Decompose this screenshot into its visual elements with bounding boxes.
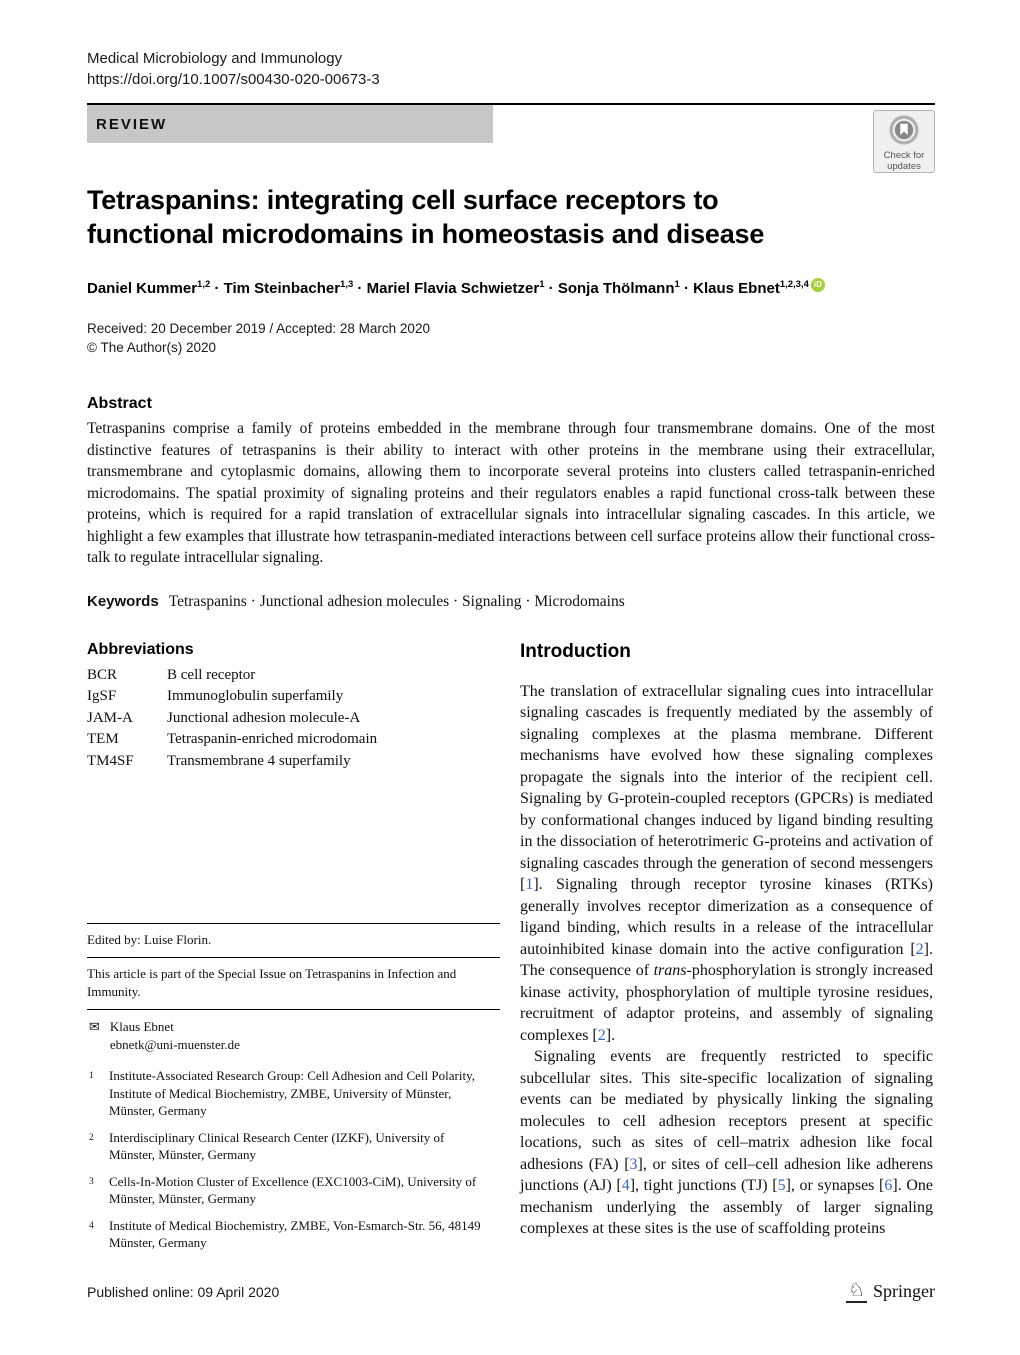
springer-knight-icon: ♘	[847, 1279, 865, 1301]
affiliations-list	[87, 1063, 500, 1252]
abstract-text: Tetraspanins comprise a family of proteins embedded in the membrane through four transmembrane domains. One of the most distinctive features of tetraspanins is their ability to interact with other proteins in the membrane using their extracellular, transmembrane and cytoplasmic domains, allowing them to incorporate several proteins into clusters called tetraspanin-enriched microdomains. The spatial proximity of signaling proteins and their regulators enables a rapid functional cross-talk between these proteins, which is required for a rapid translation of extracellular signals into intracellular signaling cascades. In this article, we highlight a few examples that illustrate how tetraspanin-mediated interactions between cell surface proteins allow their functional cross-talk to regulate intracellular signaling.	[87, 420, 935, 566]
author-affiliation-sup: 1	[539, 279, 545, 290]
orcid-icon[interactable]: iD	[811, 278, 825, 292]
author-name: Tim Steinbacher	[223, 280, 341, 297]
text-segment: ]. One mechanism underlying the assembly of larger signaling complexes at these sites is the use of scaffolding proteins	[520, 1177, 934, 1237]
page-title: Tetraspanins: integrating cell surface receptors to functional microdomains in homeostasis and disease	[87, 185, 765, 249]
affiliation-item	[87, 1173, 500, 1208]
correspondence-block	[87, 1010, 500, 1063]
affiliation-text: Cells-In-Motion Cluster of Excellence (EXC1003-CiM), University of Münster, Münster, Germany	[109, 1173, 477, 1206]
abbreviation-row	[87, 686, 500, 708]
abbreviation-row	[87, 751, 500, 773]
citation-link[interactable]: 2	[597, 1026, 606, 1044]
publisher-name: Springer	[873, 1281, 935, 1301]
abbreviation-definition: Immunoglobulin superfamily	[167, 688, 344, 704]
publisher-logo	[846, 1281, 935, 1303]
authors-line	[87, 278, 935, 297]
affiliation-text: Interdisciplinary Clinical Research Center (IZKF), University of Münster, Münster, Germany	[109, 1129, 445, 1162]
copyright-line: © The Author(s) 2020	[87, 340, 217, 355]
citation-link[interactable]: 3	[629, 1155, 638, 1173]
citation-link[interactable]: 4	[621, 1177, 630, 1194]
affiliation-text: Institute-Associated Research Group: Cell Adhesion and Cell Polarity, Institute of Medical Biochemistry, ZMBE, University of Münster, Münster, Germany	[109, 1068, 475, 1118]
abbreviation-definition: Junctional adhesion molecule-A	[167, 709, 361, 726]
citation-link[interactable]: 6	[884, 1177, 893, 1194]
author-affiliation-sup: 1,2	[197, 279, 211, 290]
abbreviations-heading: Abbreviations	[87, 640, 194, 658]
text-segment: The translation of extracellular signaling cues into intracellular signaling cascades is frequently mediated by the assembly of signaling complexes at the plasma membrane. Different mechanisms have evolved how these signaling complexes propagate the signals into the interior of the recipient cell. Signaling by G-protein-coupled receptors (GPCRs) is mediated by conformational changes induced by ligand binding resulting in the dissociation of heterotrimeric G-proteins and activation of signaling cascades through the generation of second messengers [	[520, 682, 933, 893]
edited-by-note: Edited by: Luise Florin.	[87, 931, 212, 947]
keywords-text: Tetraspanins · Junctional adhesion molecules · Signaling · Microdomains	[168, 592, 625, 610]
right-column	[520, 641, 933, 1261]
correspondence-email[interactable]: ebnetk@uni-muenster.de	[109, 1036, 240, 1052]
abbreviation-term: TEM	[87, 731, 119, 747]
envelope-icon: ✉	[89, 1019, 100, 1034]
affiliation-item	[87, 1217, 500, 1252]
author	[224, 280, 367, 297]
affiliation-text: Institute of Medical Biochemistry, ZMBE, Von-Esmarch-Str. 56, 48149 Münster, Germany	[109, 1217, 481, 1250]
introduction-heading: Introduction	[520, 640, 631, 662]
published-online: Published online: 09 April 2020	[87, 1283, 280, 1300]
text-segment: ], tight junctions (TJ) [	[629, 1177, 778, 1194]
author-name: Klaus Ebnet	[693, 280, 780, 297]
abbreviation-definition: Tetraspanin-enriched microdomain	[167, 731, 378, 747]
introduction-paragraph-1	[520, 681, 933, 1047]
affiliation-number: 2	[89, 1132, 94, 1143]
text-segment: -phosphorylation is strongly increased kinase activity, phosphorylation of multiple tyrosine residues, recruitment of adaptor proteins, and assembly of signaling complexes [	[520, 962, 934, 1044]
check-updates-icon	[889, 115, 919, 150]
affiliation-item	[87, 1129, 500, 1164]
author-affiliation-sup: 1,2,3,4	[779, 279, 809, 290]
italic-text: trans	[653, 962, 687, 979]
check-for-updates-badge[interactable]	[873, 110, 935, 173]
text-segment: ], or synapses [	[785, 1177, 885, 1194]
received-accepted: Received: 20 December 2019 / Accepted: 28 March 2020	[87, 321, 430, 336]
author-name: Daniel Kummer	[87, 280, 198, 297]
affiliation-item	[87, 1067, 500, 1120]
abbreviation-term: BCR	[87, 666, 118, 683]
footnotes	[87, 923, 500, 1261]
author-affiliation-sup: 1	[674, 279, 680, 290]
text-segment: ].	[605, 1026, 616, 1044]
abbreviation-row	[87, 729, 500, 751]
abbreviation-term: IgSF	[87, 688, 117, 704]
affiliation-number: 3	[89, 1176, 94, 1187]
page-footer	[87, 1281, 935, 1303]
abbreviation-definition: Transmembrane 4 superfamily	[167, 752, 351, 769]
author-name: Mariel Flavia Schwietzer	[366, 280, 540, 297]
article-type-banner	[87, 105, 493, 143]
text-segment: ]. Signaling through receptor tyrosine kinases (RTKs) generally involves receptor dimerization as a consequence of ligand binding, which results in a release of the intracellular autoinhibited kinase domain into the active configuration [	[520, 876, 933, 958]
abbreviations-list	[87, 665, 500, 773]
citation-link[interactable]: 2	[915, 940, 924, 958]
author-name: Sonja Thölmann	[557, 280, 675, 297]
text-segment: Signaling events are frequently restricted to specific subcellular sites. This site-specific localization of signaling events can be mediated by physically linking the signaling molecules to cell adhesion receptors present at specific locations, such as sites of cell–matrix adhesion like focal adhesions (FA) [	[520, 1048, 933, 1173]
citation-link[interactable]: 5	[777, 1177, 786, 1194]
two-column-body	[87, 641, 935, 1261]
author-affiliation-sup: 1,3	[340, 279, 354, 290]
author	[693, 280, 809, 297]
left-column	[87, 641, 500, 1261]
abbreviation-row	[87, 708, 500, 730]
abstract-heading: Abstract	[87, 395, 152, 412]
citation-link[interactable]: 1	[525, 876, 534, 893]
text-segment: ], or sites of cell–cell adhesion like adherens junctions (AJ) [	[520, 1155, 933, 1194]
abbreviation-definition: B cell receptor	[167, 666, 256, 683]
text-segment: ]. The consequence of	[520, 940, 933, 979]
article-type-label: REVIEW	[96, 115, 168, 133]
special-issue-note: This article is part of the Special Issue on Tetraspanins in Infection and Immunity.	[87, 966, 457, 999]
banner-row	[87, 105, 935, 172]
keywords-line	[87, 593, 935, 611]
abbreviation-term: TM4SF	[87, 752, 134, 769]
affiliation-number: 4	[89, 1220, 94, 1231]
introduction-paragraph-2	[520, 1046, 933, 1240]
author-list	[87, 280, 809, 297]
abbreviation-term: JAM-A	[87, 709, 133, 726]
keywords-label: Keywords	[87, 592, 159, 610]
journal-name: Medical Microbiology and Immunology	[87, 50, 343, 67]
abbreviation-row	[87, 665, 500, 687]
correspondence-name: Klaus Ebnet	[109, 1019, 174, 1034]
check-updates-text-line2: updates	[887, 161, 921, 172]
author	[558, 280, 693, 297]
author	[87, 280, 224, 297]
author	[367, 280, 558, 297]
affiliation-number: 1	[89, 1071, 94, 1081]
check-updates-text-line1: Check for	[883, 150, 925, 161]
doi-link[interactable]: https://doi.org/10.1007/s00430-020-00673-3	[87, 71, 380, 88]
